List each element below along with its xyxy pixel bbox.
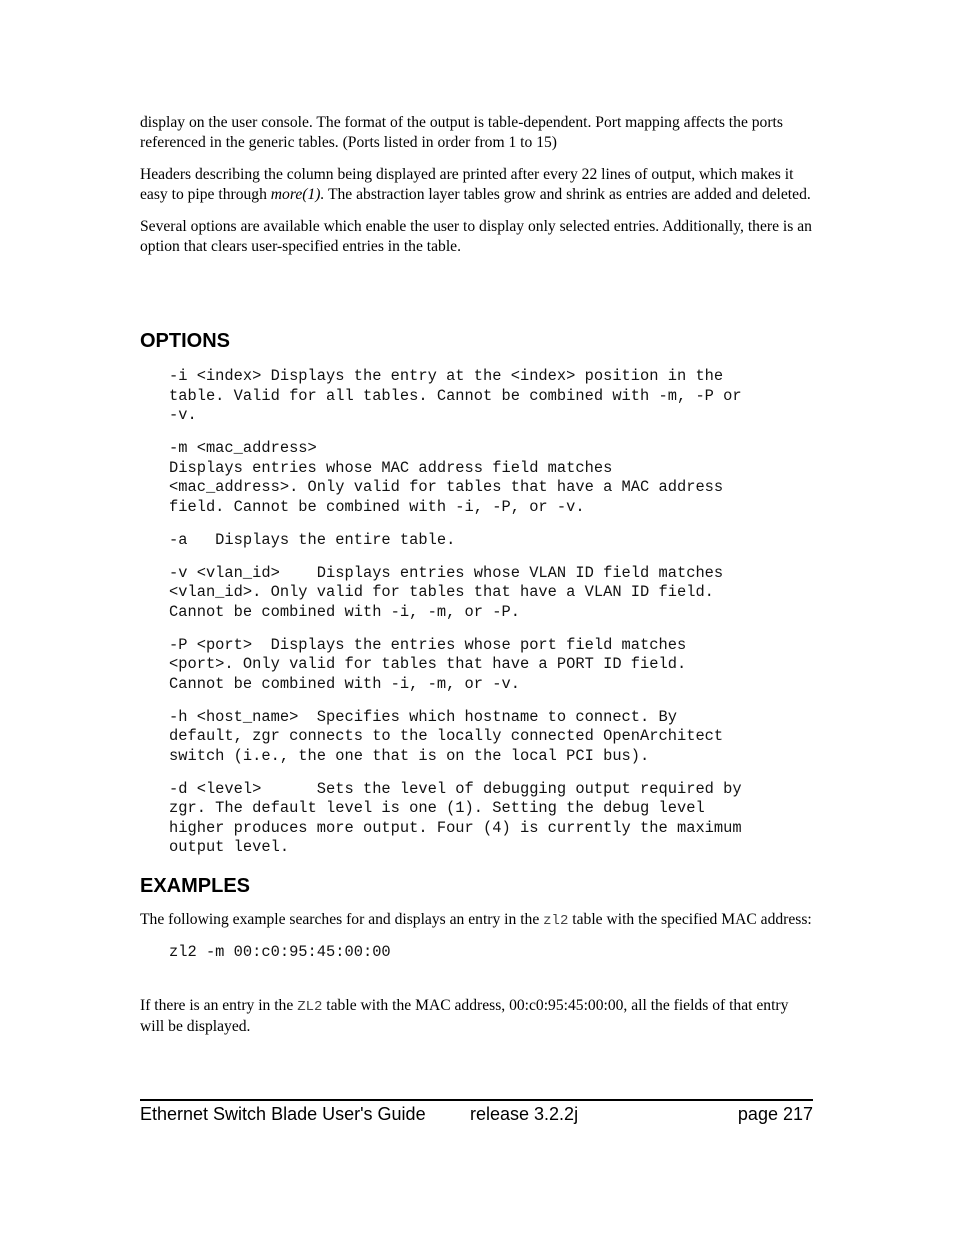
option-host-name: -h <host_name> Specifies which hostname to connect. By default, zgr connects to the locally connected OpenArchitect switch (i.e., the one that is on the local PCI bus). [169,707,724,765]
option-vlan-id: -v <vlan_id> Displays entries whose VLAN ID field matches <vlan_id>. Only valid for tables that have a VLAN ID field. Cannot be combined with -i, -m, or -P. [169,563,724,621]
intro-paragraph-3: Several options are available which enable the user to display only selected entries. Additionally, there is an option that clears user-specified entries in the table. [140,218,812,255]
page-footer [140,1099,813,1127]
footer-release: release 3.2.2j [470,1104,579,1124]
options-heading: OPTIONS [140,330,231,352]
option-all: -a Displays the entire table. [169,530,456,549]
option-index: -i <index> Displays the entry at the <index> position in the table. Valid for all tables. Cannot be combined with -m, -P or -v. [169,367,742,424]
page-content [140,113,813,1049]
option-debug-level: -d <level> Sets the level of debugging output required by zgr. The default level is one (1). Setting the debug level higher produces more output. Four (4) is currently the maximum output level. [169,779,742,856]
options-list [169,367,813,858]
option-mac-address: -m <mac_address> Displays entries whose MAC address field matches <mac_address>. Only valid for tables that have a MAC address field. Cannot be combined with -i, -P, or -v. [169,439,724,516]
examples-heading: EXAMPLES [140,874,251,897]
example-command: zl2 -m 00:c0:95:45:00:00 [169,942,391,961]
examples-paragraph-1: The following example searches for and displays an entry in the zl2 table with the specified MAC address: [140,910,812,929]
intro-paragraph-1: display on the user console. The format of the output is table-dependent. Port mapping affects the ports referenced in the generic tables. (Ports listed in order from 1 to 15) [140,114,783,151]
footer-page-number: page 217 [737,1104,813,1124]
intro-paragraph-2: Headers describing the column being displayed are printed after every 22 lines of output, which makes it easy to pipe through more(1). The abstraction layer tables grow and shrink as entries are added and deleted. [140,166,811,203]
zl2-table-name-upper: ZL2 [297,999,323,1015]
more-command-reference: more(1). [270,186,325,203]
footer-document-title: Ethernet Switch Blade User's Guide [140,1104,426,1124]
option-port: -P <port> Displays the entries whose port field matches <port>. Only valid for tables that have a PORT ID field. Cannot be combined with -i, -m, or -v. [169,635,687,693]
examples-paragraph-2: If there is an entry in the ZL2 table with the MAC address, 00:c0:95:45:00:00, all the fields of that entry will be displayed. [140,997,789,1035]
zl2-table-name: zl2 [543,912,569,929]
